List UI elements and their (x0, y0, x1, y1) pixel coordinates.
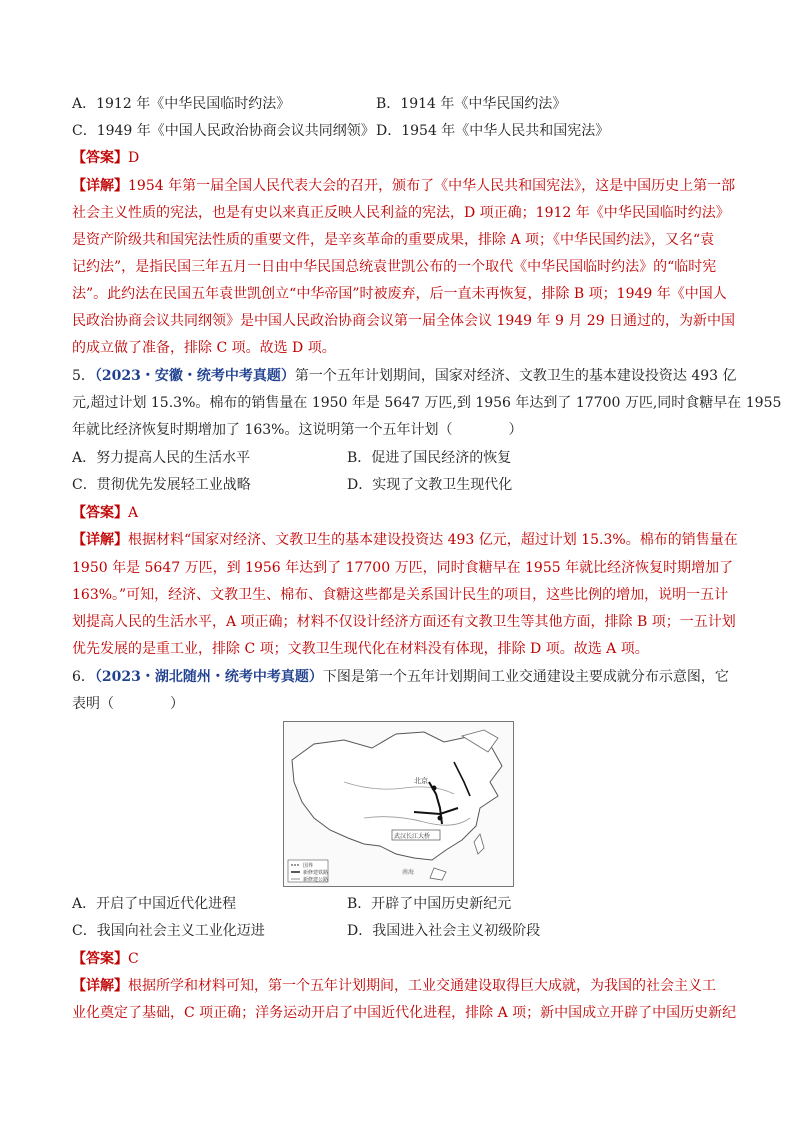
q5-stem-text: 第一个五年计划期间，国家对经济、文教卫生的基本建设投资达 493 亿 (294, 368, 737, 384)
q5-stem (72, 366, 737, 386)
detail-text: 根据材料“国家对经济、文教卫生的基本建设投资达 493 亿元，超过计划 15.3%。棉布的销售量在 (128, 532, 738, 548)
q6-detail-line (72, 976, 716, 996)
q6-option-c: C．我国向社会主义工业化迈进 (72, 923, 265, 939)
q6-stem-text: 下图是第一个五年计划期间工业交通建设主要成就分布示意图，它 (322, 669, 729, 685)
q4-detail-line: 的成立做了准备，排除 C 项。故选 D 项。 (72, 340, 336, 356)
taiwan-outline (474, 834, 484, 854)
q6-option-d: D．我国进入社会主义初级阶段 (347, 923, 541, 939)
q4-detail-line: 是资产阶级共和国宪法性质的重要文件，是辛亥革命的重要成果，排除 A 项；《中华民国约法》，又名“袁 (72, 232, 715, 248)
answer-tag: 【答案】 (72, 951, 128, 967)
q4-detail-line: 民政治协商会议共同纲领》是中国人民政治协商会议第一届全体会议 1949 年 9 月 29 日通过的，为新中国 (72, 313, 736, 329)
industrial-map-figure (283, 721, 514, 887)
q5-answer (72, 503, 138, 523)
q5-option-d: D．实现了文教卫生现代化 (347, 477, 513, 493)
q5-detail-line: 1950 年是 5647 万匹，到 1956 年达到了 17700 万匹，同时食糖早在 1955 年就比经济恢复时期增加了 (72, 560, 734, 576)
q5-detail-line: 划提高人民的生活水平，A 项正确；材料不仅设计经济方面还有文教卫生等其他方面，排除 B 项；一五计划 (72, 614, 736, 630)
china-map-drawing (284, 722, 513, 886)
mainland-outline (292, 732, 502, 860)
answer-tag: 【答案】 (72, 150, 128, 166)
q4-option-c: C．1949 年《中国人民政治协商会议共同纲领》 (72, 123, 375, 139)
q4-detail-line: 社会主义性质的宪法，也是有史以来真正反映人民利益的宪法，D 项正确；1912 年《中华民国临时约法》 (72, 205, 730, 221)
q6-stem-line: 表明（ ） (72, 696, 184, 712)
q6-stem (72, 667, 729, 687)
q4-detail-line: 法”。此约法在民国五年袁世凯创立“中华帝国”时被废弃，后一直未再恢复，排除 B 项；1949 年《中国人 (72, 286, 727, 302)
q5-detail-line (72, 530, 738, 550)
answer-value: C (128, 951, 139, 967)
city-marker (432, 786, 437, 791)
q5-option-a: A．努力提高人民的生活水平 (72, 450, 251, 466)
q5-option-b: B．促进了国民经济的恢复 (347, 450, 512, 466)
legend-railway-label: 新修建铁路 (303, 870, 329, 876)
answer-value: D (128, 150, 140, 166)
q5-detail-line: 优先发展的是重工业，排除 C 项；文教卫生现代化在材料没有体现，排除 D 项。故选 A 项。 (72, 641, 649, 657)
detail-text: 根据所学和材料可知，第一个五年计划期间，工业交通建设取得巨大成就，为我国的社会主义工 (128, 978, 716, 994)
q5-stem-line: 年就比经济恢复时期增加了 163%。这说明第一个五年计划（ ） (72, 422, 523, 438)
hainan-outline (430, 868, 446, 880)
legend-highway-label: 新修建公路 (303, 877, 329, 883)
detail-text: 1954 年第一届全国人民代表大会的召开，颁布了《中华人民共和国宪法》，这是中国历史上第一部 (128, 178, 736, 194)
q6-detail-line: 业化奠定了基础，C 项正确；洋务运动开启了中国近代化进程，排除 A 项；新中国成立开辟了中国历史新纪 (72, 1005, 737, 1021)
detail-tag: 【详解】 (72, 532, 128, 548)
answer-tag: 【答案】 (72, 505, 128, 521)
map-label-sea: 南海 (402, 869, 415, 876)
q4-option-b: B．1914 年《中华民国约法》 (376, 96, 567, 112)
detail-tag: 【详解】 (72, 178, 128, 194)
q5-detail-line: 163%。”可知，经济、文教卫生、棉布、食糖这些都是关系国计民生的项目，这些比例的增加，说明一五计 (72, 587, 729, 603)
q6-answer (72, 949, 139, 969)
q4-option-d: D．1954 年《中华人民共和国宪法》 (376, 123, 610, 139)
q5-option-c: C．贯彻优先发展轻工业战略 (72, 477, 251, 493)
q6-option-b: B．开辟了中国历史新纪元 (347, 896, 512, 912)
q4-detail-line (72, 176, 735, 196)
city-marker (438, 816, 443, 821)
q4-option-a: A．1912 年《中华民国临时约法》 (72, 96, 291, 112)
q5-stem-line: 元,超过计划 15.3%。棉布的销售量在 1950 年是 5647 万匹,到 1956 年达到了 17700 万匹,同时食糖早在 1955 (72, 395, 782, 411)
q6-option-a: A．开启了中国近代化进程 (72, 896, 237, 912)
q5-source: （2023・安徽・统考中考真题） (94, 368, 295, 384)
detail-tag: 【详解】 (72, 978, 128, 994)
legend-border-label: 国界 (303, 863, 314, 869)
q6-number: 6． (72, 669, 95, 685)
q4-answer (72, 148, 139, 168)
q4-detail-line: 记约法”，是指民国三年五月一日由中华民国总统袁世凯公布的一个取代《中华民国临时约法》的“临时宪 (72, 259, 717, 275)
answer-value: A (128, 505, 139, 521)
map-label-beijing: 北京 (414, 777, 428, 785)
q6-source: （2023・湖北随州・统考中考真题） (94, 669, 323, 685)
q5-number: 5． (72, 368, 95, 384)
map-label-bridge: 武汉长江大桥 (394, 833, 431, 840)
